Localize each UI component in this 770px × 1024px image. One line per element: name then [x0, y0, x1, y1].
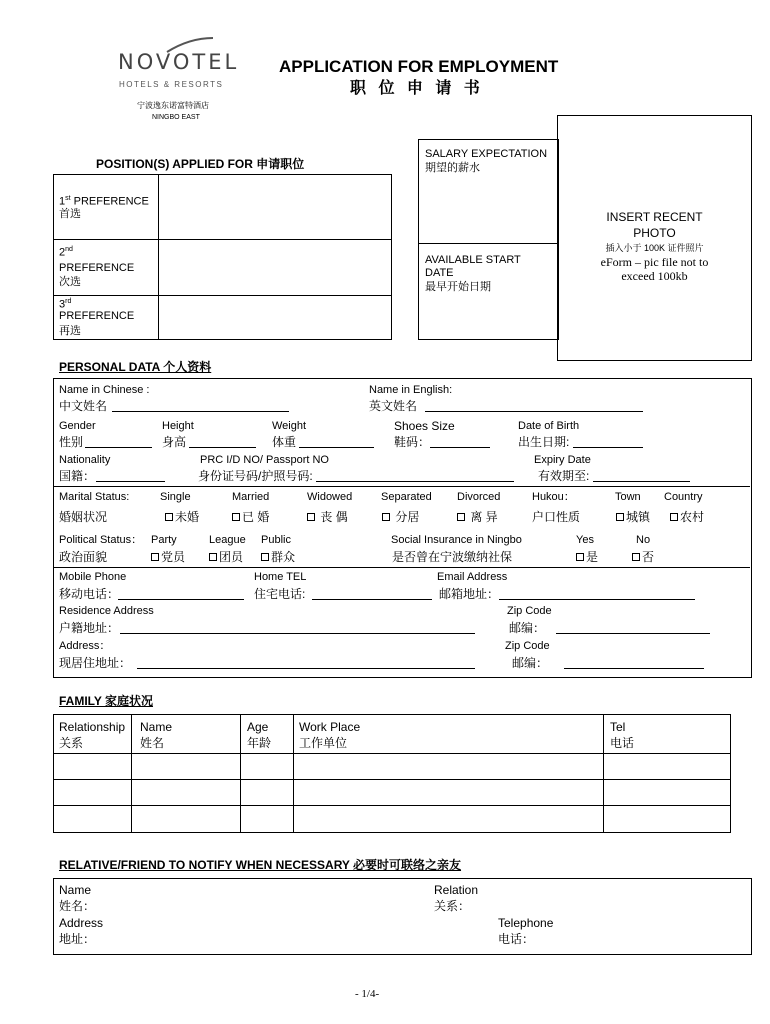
- photo-line3: 插入小于 100K 证件照片: [605, 243, 704, 253]
- logo-hotel-cn: 宁波逸东诺富特酒店: [137, 101, 209, 110]
- checkbox-icon: [165, 513, 173, 521]
- pref2-ord: 2nd: [59, 246, 73, 259]
- height-input[interactable]: [189, 435, 256, 448]
- town-label: Town: [615, 491, 641, 503]
- family-col-age: Age: [247, 720, 269, 734]
- checkbox-icon: [232, 513, 240, 521]
- divorced-checkbox[interactable]: 离 异: [457, 510, 498, 524]
- address-label: Address：: [59, 640, 111, 652]
- public-label: Public: [261, 534, 291, 546]
- relative-address-label: Address: [59, 916, 104, 930]
- political-cn: 政治面貌: [59, 550, 108, 564]
- nationality-cn: 国籍：: [59, 469, 96, 483]
- hukou-cn: 户口性质: [532, 510, 581, 524]
- pref1-label: 1st PREFERENCE: [59, 195, 149, 208]
- salary-input[interactable]: [419, 178, 558, 242]
- social-label: Social Insurance in Ningbo: [391, 534, 522, 546]
- checkbox-icon: [616, 513, 624, 521]
- start-date-input[interactable]: [419, 298, 558, 338]
- logo-tagline: HOTELS & RESORTS: [119, 80, 224, 89]
- personal-heading: PERSONAL DATA 个人资料: [59, 360, 212, 374]
- relative-name-input[interactable]: [100, 899, 420, 913]
- page-title: APPLICATION FOR EMPLOYMENT: [279, 57, 559, 76]
- yes-label: Yes: [576, 534, 594, 546]
- pref3-cn: 再选: [59, 325, 81, 337]
- home-label: Home TEL: [254, 571, 307, 583]
- salary-label: SALARY EXPECTATION: [425, 148, 548, 160]
- page-title-cn: 职 位 申 请 书: [350, 80, 484, 97]
- yes-checkbox[interactable]: 是: [576, 550, 598, 564]
- party-checkbox[interactable]: 党员: [151, 550, 185, 564]
- height-label: Height: [162, 420, 194, 432]
- residence-cn: 户籍地址：: [59, 621, 120, 635]
- relative-address-cn: 地址：: [59, 932, 96, 946]
- nationality-label: Nationality: [59, 454, 111, 466]
- divorced-label: Divorced: [457, 491, 501, 503]
- relative-box: [53, 878, 752, 955]
- zip-input[interactable]: [556, 621, 710, 634]
- position-heading: POSITION(S) APPLIED FOR 申请职位: [96, 157, 305, 171]
- zip-cn: 邮编：: [509, 621, 546, 635]
- expiry-cn: 有效期至:: [538, 469, 590, 483]
- relative-telephone-input[interactable]: [536, 932, 736, 946]
- relative-telephone-label: Telephone: [498, 916, 554, 930]
- family-heading: FAMILY 家庭状况: [59, 694, 154, 708]
- party-label: Party: [151, 534, 177, 546]
- home-input[interactable]: [312, 587, 432, 600]
- political-label: Political Status：: [59, 534, 143, 546]
- single-checkbox[interactable]: 未婚: [165, 510, 199, 524]
- gender-input[interactable]: [85, 435, 152, 448]
- checkbox-icon: [670, 513, 678, 521]
- logo-hotel-en: NINGBO EAST: [152, 114, 200, 121]
- social-cn: 是否曾在宁波缴纳社保: [392, 550, 513, 564]
- country-checkbox[interactable]: 农村: [670, 510, 704, 524]
- family-col-tel: Tel: [610, 720, 626, 734]
- address-cn: 现居住地址：: [59, 656, 132, 670]
- start-label-1: AVAILABLE START: [425, 254, 521, 266]
- photo-box[interactable]: [557, 115, 752, 361]
- public-checkbox[interactable]: 群众: [261, 550, 295, 564]
- country-label: Country: [664, 491, 703, 503]
- checkbox-icon: [261, 553, 269, 561]
- expiry-input[interactable]: [593, 469, 690, 482]
- family-table: [53, 714, 731, 833]
- relative-telephone-cn: 电话：: [498, 932, 535, 946]
- relative-relation-label: Relation: [434, 883, 479, 897]
- widowed-label: Widowed: [307, 491, 353, 503]
- marital-cn: 婚姻状况: [59, 510, 108, 524]
- family-col-workplace: Work Place: [299, 720, 361, 734]
- relative-address-input[interactable]: [100, 932, 480, 946]
- zip2-input[interactable]: [564, 656, 704, 669]
- shoes-input[interactable]: [430, 435, 490, 448]
- pref2-cn: 次选: [59, 276, 81, 288]
- checkbox-icon: [632, 553, 640, 561]
- family-col-workplace-cn: 工作单位: [299, 736, 348, 750]
- separated-checkbox[interactable]: 分居: [382, 510, 419, 524]
- family-col-age-cn: 年龄: [247, 736, 272, 750]
- weight-input[interactable]: [299, 435, 374, 448]
- table-row[interactable]: [54, 754, 730, 779]
- league-label: League: [209, 534, 246, 546]
- checkbox-icon: [576, 553, 584, 561]
- relative-heading: RELATIVE/FRIEND TO NOTIFY WHEN NECESSARY 必要时可联络之亲友: [59, 858, 462, 872]
- height-cn: 身高: [162, 435, 187, 449]
- photo-line5: exceed 100kb: [621, 269, 688, 283]
- residence-label: Residence Address: [59, 605, 154, 617]
- email-input[interactable]: [499, 587, 695, 600]
- dob-label: Date of Birth: [518, 420, 580, 432]
- separated-label: Separated: [381, 491, 432, 503]
- mobile-cn: 移动电话：: [59, 587, 120, 601]
- no-label: No: [636, 534, 651, 546]
- page-number: - 1/4-: [355, 988, 380, 1000]
- prc-input[interactable]: [316, 469, 514, 482]
- home-cn: 住宅电话:: [254, 587, 306, 601]
- prc-cn: 身份证号码/护照号码:: [198, 469, 313, 483]
- weight-cn: 体重: [272, 435, 297, 449]
- table-row[interactable]: [54, 806, 730, 832]
- pref2-input[interactable]: [159, 240, 391, 295]
- gender-cn: 性别: [59, 435, 84, 449]
- checkbox-icon: [307, 513, 315, 521]
- position-table: [53, 174, 392, 340]
- league-checkbox[interactable]: 团员: [209, 550, 243, 564]
- photo-line1: INSERT RECENT: [606, 210, 703, 224]
- expiry-label: Expiry Date: [534, 454, 591, 466]
- prc-label: PRC I/D NO/ Passport NO: [200, 454, 329, 466]
- zip2-cn: 邮编：: [512, 656, 549, 670]
- photo-line4: eForm – pic file not to: [600, 255, 709, 269]
- pref2-label: PREFERENCE: [59, 262, 135, 274]
- photo-line2: PHOTO: [633, 226, 676, 240]
- name-en-input[interactable]: [425, 399, 643, 412]
- checkbox-icon: [151, 553, 159, 561]
- pref3-ord: 3rd: [59, 298, 72, 311]
- zip2-label: Zip Code: [505, 640, 550, 652]
- pref3-input[interactable]: [159, 296, 391, 339]
- start-label-cn: 最早开始日期: [425, 281, 491, 293]
- address-input[interactable]: [137, 656, 475, 669]
- email-cn: 邮箱地址：: [439, 587, 500, 601]
- logo: [115, 36, 265, 126]
- start-label-2: DATE: [425, 267, 454, 279]
- pref1-input[interactable]: [159, 175, 391, 239]
- relative-name-label: Name: [59, 883, 92, 897]
- pref3-label: PREFERENCE: [59, 310, 135, 322]
- pref1-cn: 首选: [59, 208, 81, 220]
- salary-label-cn: 期望的薪水: [425, 162, 480, 174]
- email-label: Email Address: [437, 571, 508, 583]
- marital-label: Marital Status:: [59, 491, 130, 503]
- salary-box: [418, 139, 559, 340]
- weight-label: Weight: [272, 420, 307, 432]
- gender-label: Gender: [59, 420, 96, 432]
- widowed-checkbox[interactable]: 丧 偶: [307, 510, 348, 524]
- shoes-label: Shoes Size: [394, 419, 455, 433]
- relative-name-cn: 姓名：: [59, 899, 96, 913]
- checkbox-icon: [382, 513, 390, 521]
- dob-cn: 出生日期:: [518, 435, 570, 449]
- married-checkbox[interactable]: 已 婚: [232, 510, 269, 524]
- mobile-label: Mobile Phone: [59, 571, 127, 583]
- family-col-relationship: Relationship: [59, 720, 126, 734]
- logo-brand: NOVOTEL: [118, 50, 240, 74]
- name-en-label: Name in English:: [369, 384, 453, 396]
- relative-relation-cn: 关系：: [434, 899, 471, 913]
- name-cn-label: Name in Chinese :: [59, 384, 150, 396]
- residence-input[interactable]: [120, 621, 475, 634]
- relative-relation-input[interactable]: [472, 899, 742, 913]
- married-label: Married: [232, 491, 270, 503]
- table-row[interactable]: [54, 780, 730, 805]
- shoes-cn: 鞋码：: [394, 435, 431, 449]
- single-label: Single: [160, 491, 191, 503]
- family-col-tel-cn: 电话: [610, 736, 635, 750]
- name-cn-input[interactable]: [112, 399, 289, 412]
- family-col-name-cn: 姓名: [140, 736, 165, 750]
- no-checkbox[interactable]: 否: [632, 550, 654, 564]
- family-col-relationship-cn: 关系: [59, 736, 84, 750]
- town-checkbox[interactable]: 城镇: [616, 510, 650, 524]
- name-cn-cn: 中文姓名: [59, 399, 108, 413]
- zip-label: Zip Code: [507, 605, 552, 617]
- name-en-cn: 英文姓名: [369, 399, 418, 413]
- mobile-input[interactable]: [118, 587, 244, 600]
- family-col-name: Name: [140, 720, 173, 734]
- nationality-input[interactable]: [96, 469, 165, 482]
- hukou-label: Hukou：: [532, 491, 575, 503]
- dob-input[interactable]: [573, 435, 643, 448]
- checkbox-icon: [209, 553, 217, 561]
- checkbox-icon: [457, 513, 465, 521]
